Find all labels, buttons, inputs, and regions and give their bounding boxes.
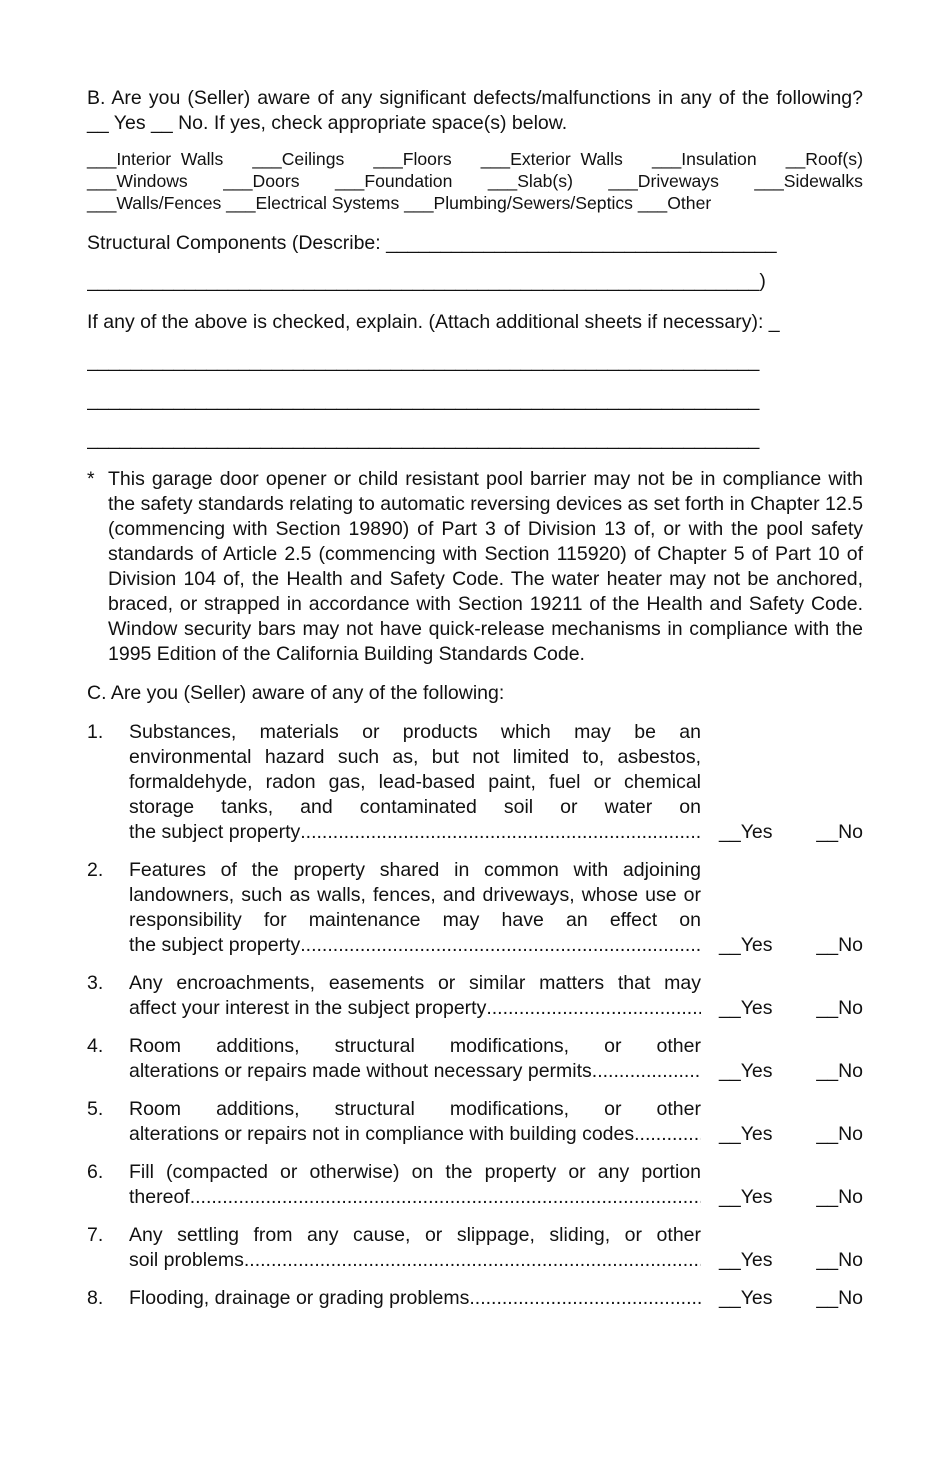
yes-option[interactable]: __Yes (719, 1123, 773, 1145)
question-text (129, 720, 701, 845)
checklist-row-1 (87, 148, 863, 170)
question-number: 7. (87, 1224, 104, 1246)
question-text-end: the subject property (129, 934, 301, 956)
question-text-lead: Room additions, structural modifications, or other (129, 1035, 701, 1057)
question-item (87, 720, 863, 845)
check-foundation[interactable]: ___Foundation (334, 171, 453, 191)
check-ceilings[interactable]: ___Ceilings (252, 149, 345, 169)
question-number: 6. (87, 1161, 104, 1183)
question-number: 8. (87, 1287, 104, 1309)
question-text-end: thereof (129, 1186, 190, 1208)
explain-line-3[interactable]: ______________________________________________________________ (87, 428, 760, 450)
yes-no-options (701, 858, 863, 958)
explain-line-2[interactable]: ______________________________________________________________ (87, 389, 760, 411)
checklist-row-3 (87, 192, 863, 214)
question-text (129, 1286, 701, 1311)
question-text-last-line (129, 1185, 701, 1210)
yes-option[interactable]: __Yes (719, 1186, 773, 1208)
yes-option[interactable]: __Yes (719, 1287, 773, 1309)
dot-leader (300, 820, 701, 845)
question-text (129, 971, 701, 1021)
question-item (87, 1160, 863, 1210)
yes-no-options (701, 720, 863, 845)
no-option[interactable]: __No (816, 1249, 863, 1271)
dot-leader (486, 996, 701, 1021)
question-text-end: alterations or repairs not in compliance with building codes.. (129, 1123, 645, 1145)
yes-no-options (701, 971, 863, 1021)
check-insulation[interactable]: ___Insulation (651, 149, 757, 169)
check-slabs[interactable]: ___Slab(s) (487, 171, 573, 191)
question-text-last-line (129, 996, 701, 1021)
note-asterisk: * (87, 468, 95, 490)
dot-leader (592, 1059, 701, 1084)
question-text-last-line (129, 933, 701, 958)
question-text-end: the subject property (129, 821, 301, 843)
defects-checklist (87, 148, 863, 214)
no-option[interactable]: __No (816, 1123, 863, 1145)
check-windows[interactable]: ___Windows (87, 171, 188, 191)
check-doors[interactable]: ___Doors (223, 171, 300, 191)
question-number: 1. (87, 721, 104, 743)
no-option[interactable]: __No (816, 1060, 863, 1082)
question-text-last-line (129, 1059, 701, 1084)
check-floors[interactable]: ___Floors (373, 149, 452, 169)
question-item (87, 1286, 863, 1311)
dot-leader (645, 1122, 701, 1147)
question-text-end: soil problems (129, 1249, 244, 1271)
structural-components-field[interactable]: Structural Components (Describe: ____________________________________ (87, 232, 777, 254)
question-text-lead: Features of the property shared in common with adjoining landowners, such as walls, fences, and driveways, whose use or responsibility for maintenance may have an effect on (129, 859, 701, 931)
explain-line-1[interactable]: ______________________________________________________________ (87, 350, 760, 372)
no-option[interactable]: __No (816, 997, 863, 1019)
yes-option[interactable]: __Yes (719, 1060, 773, 1082)
yes-no-options (701, 1034, 863, 1084)
question-text-lead: Any encroachments, easements or similar matters that may (129, 972, 701, 994)
yes-option[interactable]: __Yes (719, 934, 773, 956)
question-item (87, 1097, 863, 1147)
yes-no-options (701, 1223, 863, 1273)
question-text-last-line (129, 1122, 701, 1147)
checklist-row-2 (87, 170, 863, 192)
question-text-last-line (129, 820, 701, 845)
question-item (87, 1223, 863, 1273)
explain-label[interactable]: If any of the above is checked, explain. (Attach additional sheets if necessary): _ (87, 311, 780, 333)
question-text (129, 858, 701, 958)
dot-leader (244, 1248, 701, 1273)
question-text-lead: Fill (compacted or otherwise) on the property or any portion (129, 1161, 701, 1183)
section-c-heading: C. Are you (Seller) aware of any of the following: (87, 682, 505, 704)
question-number: 3. (87, 972, 104, 994)
structural-components-line-2[interactable]: ______________________________________________________________) (87, 270, 766, 292)
question-text-last-line (129, 1286, 701, 1311)
question-number: 2. (87, 859, 104, 881)
dot-leader (469, 1286, 701, 1311)
no-option[interactable]: __No (816, 1287, 863, 1309)
question-item (87, 1034, 863, 1084)
disclosure-page (87, 86, 863, 1311)
question-text-end: Flooding, drainage or grading problems (129, 1287, 470, 1309)
check-roofs[interactable]: __Roof(s) (785, 149, 863, 169)
safety-note (87, 467, 863, 667)
check-interior-walls[interactable]: ___Interior Walls (87, 149, 224, 169)
question-text (129, 1160, 701, 1210)
check-sidewalks[interactable]: ___Sidewalks (754, 171, 863, 191)
question-text-lead: Any settling from any cause, or slippage, sliding, or other (129, 1224, 701, 1246)
question-item (87, 858, 863, 958)
yes-option[interactable]: __Yes (719, 821, 773, 843)
no-option[interactable]: __No (816, 821, 863, 843)
check-walls-electrical-plumbing-other[interactable]: ___Walls/Fences ___Electrical Systems ___Plumbing/Sewers/Septics ___Other (87, 193, 712, 213)
yes-no-options (701, 1097, 863, 1147)
check-driveways[interactable]: ___Driveways (608, 171, 719, 191)
no-option[interactable]: __No (816, 934, 863, 956)
yes-option[interactable]: __Yes (719, 997, 773, 1019)
no-option[interactable]: __No (816, 1186, 863, 1208)
question-text-lead: Substances, materials or products which may be an environmental hazard such as, but not limited to, asbestos, formaldehyde, radon gas, lead-based paint, fuel or chemical storage tanks, and contaminated soil or water on (129, 721, 701, 818)
dot-leader (190, 1185, 701, 1210)
yes-option[interactable]: __Yes (719, 1249, 773, 1271)
question-text-end: affect your interest in the subject property (129, 997, 487, 1019)
question-text-end: alterations or repairs made without necessary permits (129, 1060, 592, 1082)
question-item (87, 971, 863, 1021)
note-text: This garage door opener or child resistant pool barrier may not be in compliance with the safety standards relating to automatic reversing devices as set forth in Chapter 12.5 (commencing with Section 19890) of Part 3 of Division 13 of, or with the pool safety standards of Article 2.5 (commencing with Section 115920) of Chapter 5 of Part 10 of Division 104 of, the Health and Safety Code. The water heater may not be anchored, braced, or strapped in accordance with Section 19211 of the Health and Safety Code. Window security bars may not have quick-release mechanisms in compliance with the 1995 Edition of the California Building Standards Code. (108, 468, 863, 665)
question-text (129, 1223, 701, 1273)
section-b-question: B. Are you (Seller) aware of any significant defects/malfunctions in any of the following? __ Yes __ No. If yes, check appropriate space(s) below. (87, 87, 863, 134)
dot-leader (300, 933, 701, 958)
question-text (129, 1097, 701, 1147)
yes-no-options (701, 1286, 863, 1311)
check-exterior-walls[interactable]: ___Exterior Walls (480, 149, 623, 169)
question-number: 4. (87, 1035, 104, 1057)
yes-no-options (701, 1160, 863, 1210)
question-text (129, 1034, 701, 1084)
question-number: 5. (87, 1098, 104, 1120)
question-text-last-line (129, 1248, 701, 1273)
question-list (87, 720, 863, 1311)
question-text-lead: Room additions, structural modifications, or other (129, 1098, 701, 1120)
